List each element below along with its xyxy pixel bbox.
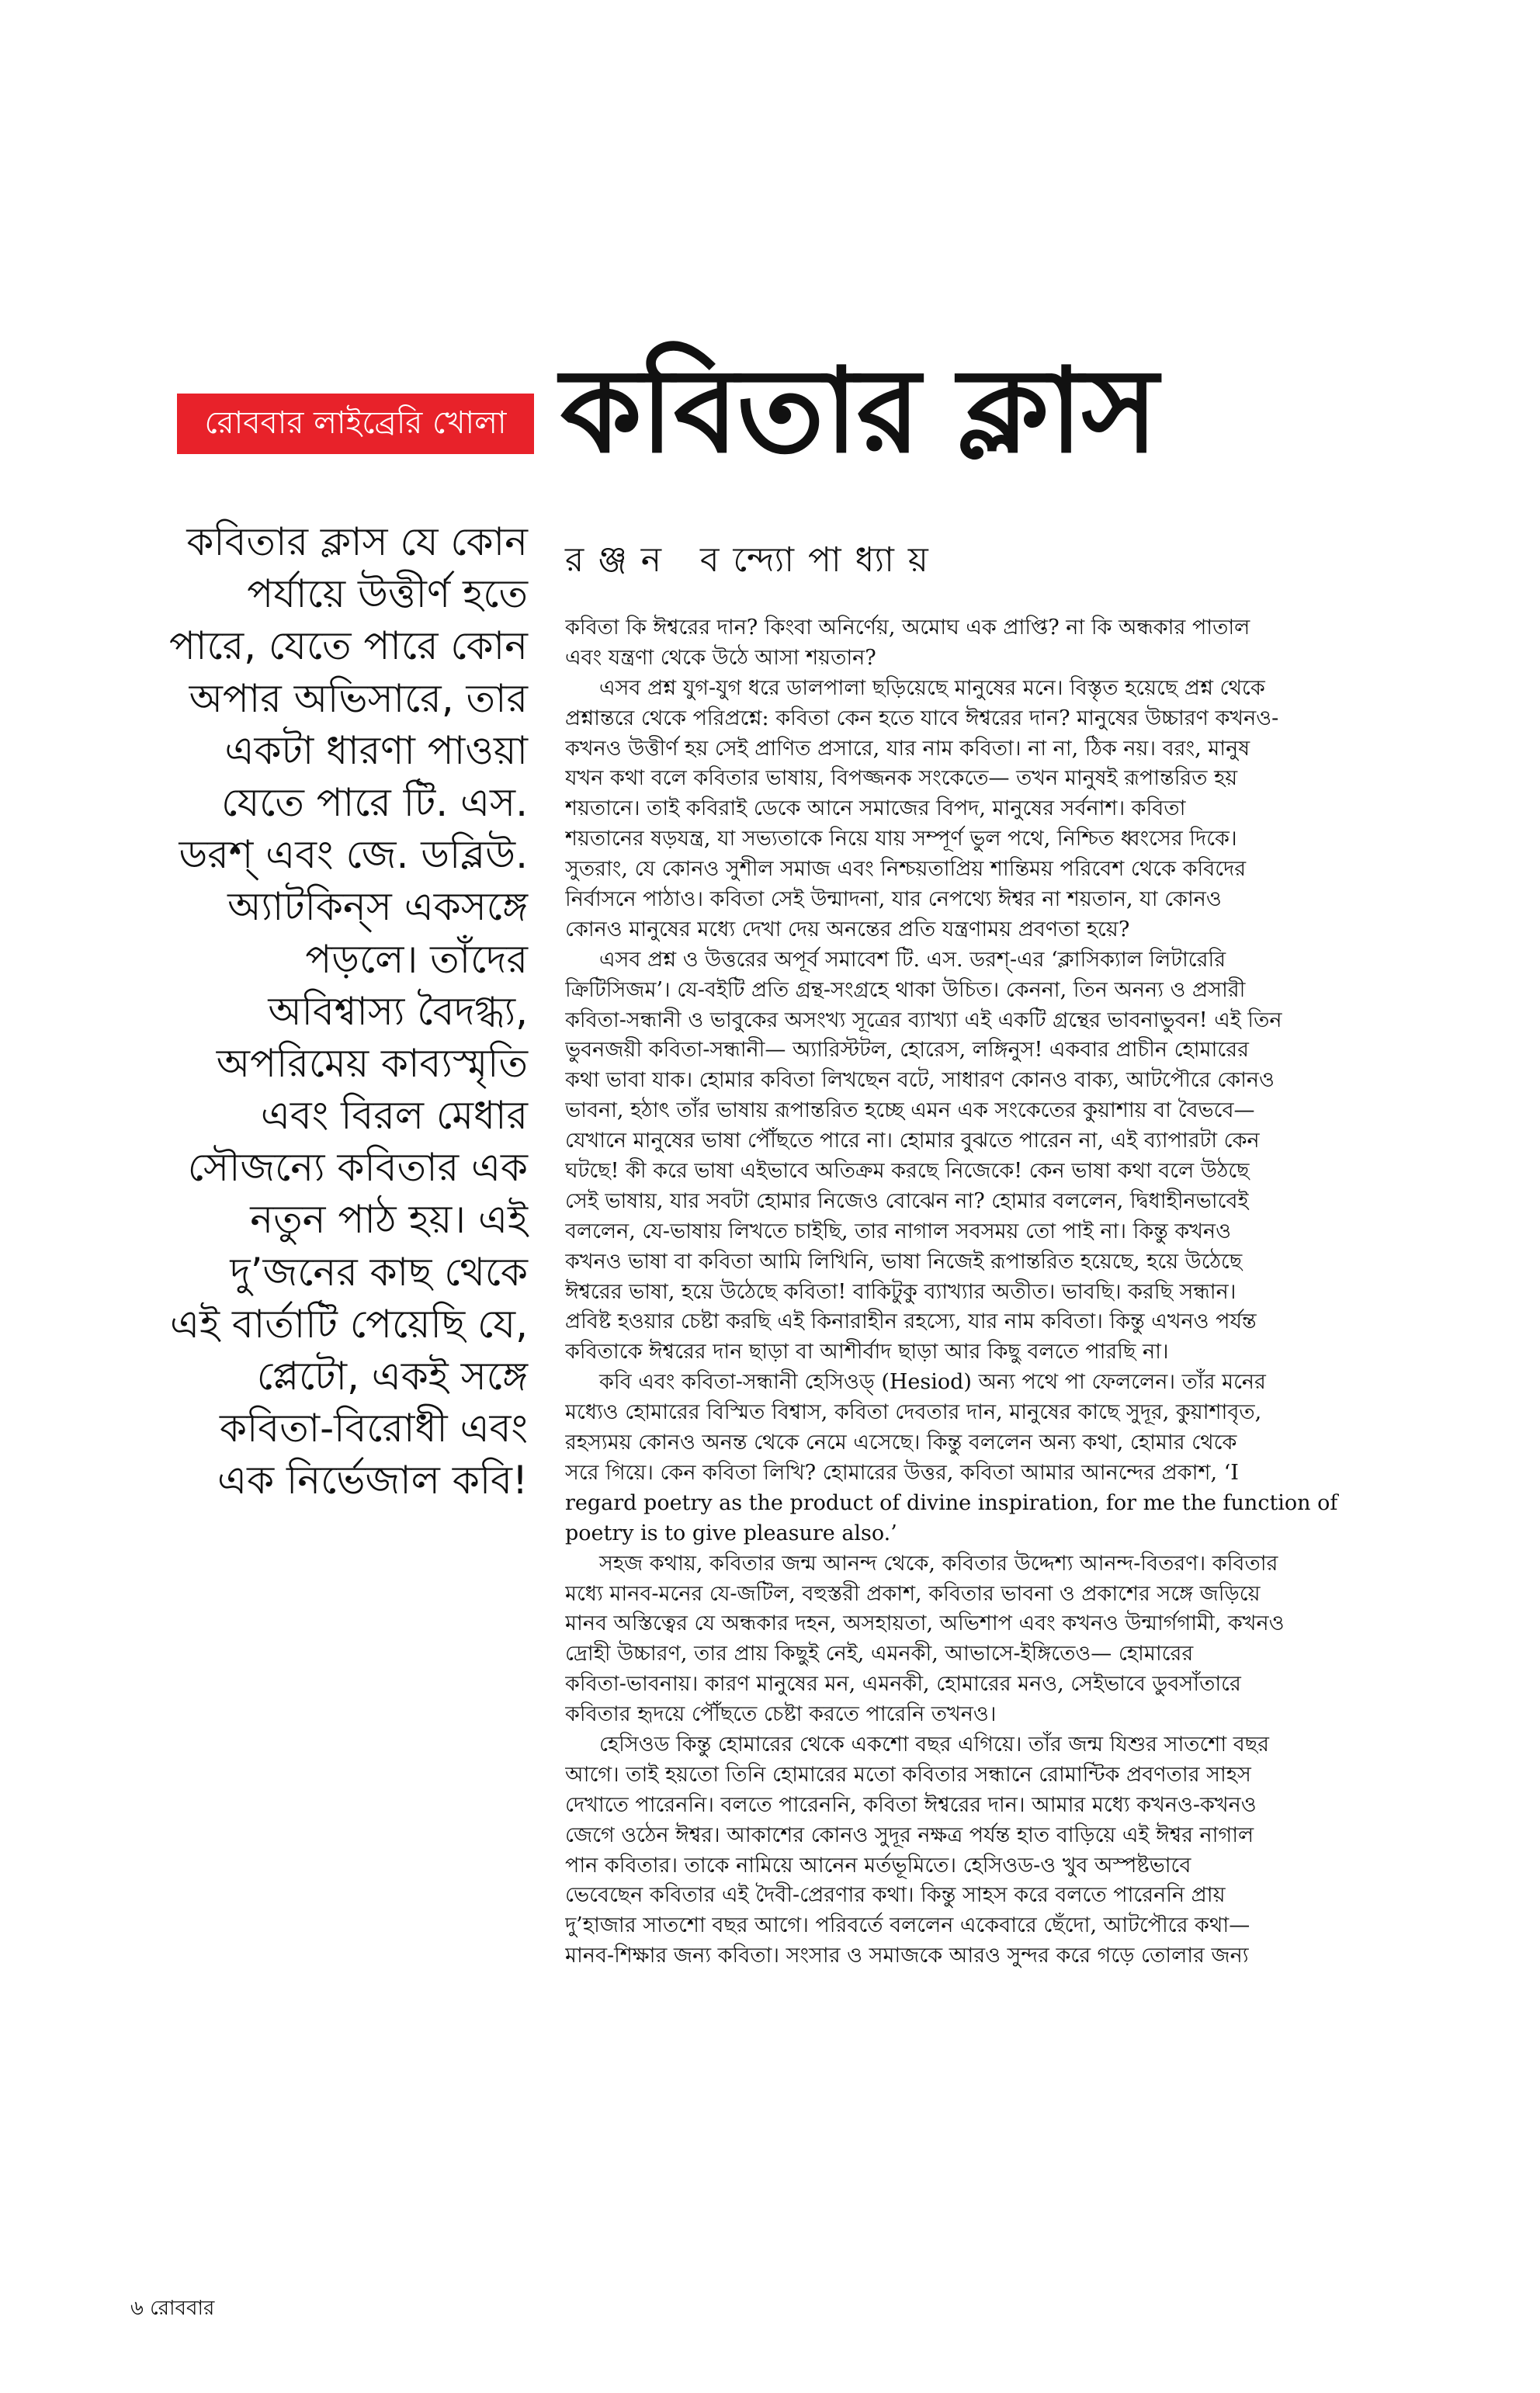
- pull-quote-line: দু’জনের কাছ থেকে: [230, 1249, 528, 1295]
- pull-quote-line: এবং বিরল মেধার: [260, 1093, 528, 1139]
- article-line: মানব-শিক্ষার জন্য কবিতা। সংসার ও সমাজকে আরও সুন্দর করে গড়ে তোলার জন্য: [565, 1944, 1249, 1968]
- pull-quote-line: যেতে পারে টি. এস.: [221, 779, 528, 825]
- article-line: regard poetry as the product of divine inspiration, for me the function of: [565, 1490, 1338, 1515]
- pull-quote-line: ডরশ্‌ এবং জে. ডব্লিউ.: [179, 832, 528, 878]
- article-line: নির্বাসনে পাঠাও। কবিতা সেই উন্মাদনা, যার নেপথ্যে ঈশ্বর না শয়তান, যা কোনও: [565, 887, 1222, 912]
- pull-quote-line: পড়লে। তাঁদের: [305, 936, 528, 982]
- article-body: [565, 613, 1388, 1972]
- article-line: রহস্যময় কোনও অনন্ত থেকে নেমে এসেছে। কিন্তু বললেন অন্য কথা, হোমার থেকে: [565, 1431, 1237, 1455]
- article-line: যখন কথা বলে কবিতার ভাষায়, বিপজ্জনক সংকেতে— তখন মানুষই রূপান্তরিত হয়: [565, 766, 1238, 791]
- article-line: বললেন, যে-ভাষায় লিখতে চাইছি, তার নাগাল সবসময় তো পাই না। কিন্তু কখনও: [565, 1219, 1232, 1243]
- article-line: ভাবনা, হঠাৎ তাঁর ভাষায় রূপান্তরিত হচ্ছে এমন এক সংকেতের কুয়াশায় বা বৈভবে—: [565, 1098, 1255, 1123]
- pull-quote-line: এই বার্তাটি পেয়েছি যে,: [170, 1301, 528, 1347]
- pull-quote-line: প্লেটো, একই সঙ্গে: [256, 1354, 528, 1399]
- section-tag: রোববার লাইব্রেরি খোলা: [177, 394, 534, 454]
- article-line: এসব প্রশ্ন ও উত্তরের অপূর্ব সমাবেশ টি. এস. ডরশ্‌-এর ‘ক্লাসিক্যাল লিটারেরি: [599, 947, 1226, 972]
- article-line: কখনও উত্তীর্ণ হয় সেই প্রাণিত প্রসারে, যার নাম কবিতা। না না, ঠিক নয়। বরং, মানুষ: [565, 736, 1250, 761]
- article-line: ক্রিটিসিজম’। যে-বইটি প্রতি গ্রন্থ-সংগ্রহে থাকা উচিত। কেননা, তিন অনন্য ও প্রসারী: [565, 977, 1246, 1002]
- article-line: এবং যন্ত্রণা থেকে উঠে আসা শয়তান?: [565, 645, 876, 670]
- article-line: কবিতা-সন্ধানী ও ভাবুকের অসংখ্য সূত্রের ব্যাখ্যা এই একটি গ্রন্থের ভাবনাভুবন! এই তিন: [565, 1007, 1282, 1032]
- headline: কবিতার ক্লাস: [560, 344, 1157, 479]
- article-line: কবিতাকে ঈশ্বরের দান ছাড়া বা আশীর্বাদ ছাড়া আর কিছু বলতে পারছি না।: [565, 1340, 1169, 1365]
- article-line: সেই ভাষায়, যার সবটা হোমার নিজেও বোঝেন না? হোমার বললেন, দ্বিধাহীনভাবেই: [565, 1188, 1249, 1213]
- article-line: দু’হাজার সাতশো বছর আগে। পরিবর্তে বললেন একেবারে ছেঁদো, আটপৌরে কথা—: [565, 1913, 1250, 1938]
- pull-quote: [109, 516, 528, 1507]
- pull-quote-line: অবিশ্বাস্য বৈদগ্ধ্য,: [268, 988, 528, 1034]
- pull-quote-line: অ্যাটকিন্‌স একসঙ্গে: [227, 884, 528, 930]
- article-line: poetry is to give pleasure also.’: [565, 1521, 897, 1545]
- pull-quote-line: অপার অভিসারে, তার: [189, 675, 528, 721]
- pull-quote-line: একটা ধারণা পাওয়া: [224, 727, 528, 773]
- article-line: ভুবনজয়ী কবিতা-সন্ধানী— অ্যারিস্টটল, হোরেস, লঙ্গিনুস! একবার প্রাচীন হোমারের: [565, 1038, 1249, 1063]
- pull-quote-line: কবিতা-বিরোধী এবং: [219, 1406, 528, 1451]
- article-line: দ্রোহী উচ্চারণ, তার প্রায় কিছুই নেই, এমনকী, আভাসে-ইঙ্গিতেও— হোমারের: [565, 1642, 1194, 1666]
- article-line: ঘটছে! কী করে ভাষা এইভাবে অতিক্রম করছে নিজেকে! কেন ভাষা কথা বলে উঠছে: [565, 1159, 1250, 1184]
- article-line: মানব অস্তিত্বের যে অন্ধকার দহন, অসহায়তা, অভিশাপ এবং কখনও উন্মার্গগামী, কখনও: [565, 1611, 1285, 1636]
- article-line: সহজ কথায়, কবিতার জন্ম আনন্দ থেকে, কবিতার উদ্দেশ্য আনন্দ-বিতরণ। কবিতার: [599, 1551, 1278, 1576]
- pull-quote-line: পারে, যেতে পারে কোন: [169, 623, 528, 669]
- article-line: হেসিওড কিন্তু হোমারের থেকে একশো বছর এগিয়ে। তাঁর জন্ম যিশুর সাতশো বছর: [599, 1732, 1270, 1757]
- article-line: কবিতা কি ঈশ্বরের দান? কিংবা অনির্ণেয়, অমোঘ এক প্রাপ্তি? না কি অন্ধকার পাতাল: [565, 616, 1250, 640]
- article-line: কখনও ভাষা বা কবিতা আমি লিখিনি, ভাষা নিজেই রূপান্তরিত হয়েছে, হয়ে উঠেছে: [565, 1249, 1243, 1274]
- article-line: জেগে ওঠেন ঈশ্বর। আকাশের কোনও সুদূর নক্ষত্র পর্যন্ত হাত বাড়িয়ে এই ঈশ্বর নাগাল: [565, 1822, 1254, 1847]
- article-line: ঈশ্বরের ভাষা, হয়ে উঠেছে কবিতা! বাকিটুকু ব্যাখ্যার অতীত। ভাবছি। করছি সন্ধান।: [565, 1279, 1237, 1304]
- article-line: মধ্যেও হোমারের বিস্মিত বিশ্বাস, কবিতা দেবতার দান, মানুষের কাছে সুদূর, কুয়াশাবৃত,: [565, 1400, 1262, 1425]
- article-line: যেখানে মানুষের ভাষা পৌঁছতে পারে না। হোমার বুঝতে পারেন না, এই ব্যাপারটা কেন: [565, 1129, 1260, 1153]
- article-line: আগে। তাই হয়তো তিনি হোমারের মতো কবিতার সন্ধানে রোমান্টিক প্রবণতার সাহস: [565, 1762, 1251, 1787]
- article-line: শয়তানের ষড়যন্ত্র, যা সভ্যতাকে নিয়ে যায় সম্পূর্ণ ভুল পথে, নিশ্চিত ধ্বংসের দিকে।: [565, 827, 1237, 851]
- article-line: কবি এবং কবিতা-সন্ধানী হেসিওড্‌ (Hesiod) অন্য পথে পা ফেললেন। তাঁর মনের: [599, 1370, 1266, 1395]
- page-footer: ৬ রোববার: [130, 2297, 215, 2320]
- author-byline: রঞ্জন বন্দ্যোপাধ্যায়: [565, 540, 942, 580]
- article-line: দেখাতে পারেননি। বলতে পারেননি, কবিতা ঈশ্বরের দান। আমার মধ্যে কখনও-কখনও: [565, 1792, 1257, 1817]
- article-line: সুতরাং, যে কোনও সুশীল সমাজ এবং নিশ্চয়তাপ্রিয় শান্তিময় পরিবেশ থেকে কবিদের: [565, 857, 1247, 882]
- article-line: কথা ভাবা যাক। হোমার কবিতা লিখছেন বটে, সাধারণ কোনও বাক্য, আটপৌরে কোনও: [565, 1068, 1275, 1093]
- article-line: এসব প্রশ্ন যুগ-যুগ ধরে ডালপালা ছড়িয়েছে মানুষের মনে। বিস্তৃত হয়েছে প্রশ্ন থেকে: [599, 675, 1265, 700]
- article-line: শয়তানে। তাই কবিরাই ডেকে আনে সমাজের বিপদ, মানুষের সর্বনাশ। কবিতা: [565, 796, 1186, 821]
- article-line: ভেবেছেন কবিতার এই দৈবী-প্রেরণার কথা। কিন্তু সাহস করে বলতে পারেননি প্রায়: [565, 1883, 1226, 1908]
- article-line: কবিতার হৃদয়ে পৌঁছতে চেষ্টা করতে পারেনি তখনও।: [565, 1702, 997, 1727]
- article-line: সরে গিয়ে। কেন কবিতা লিখি? হোমারের উত্তর, কবিতা আমার আনন্দের প্রকাশ, ‘I: [565, 1460, 1239, 1485]
- article-line: কবিতা-ভাবনায়। কারণ মানুষের মন, এমনকী, হোমারের মনও, সেইভাবে ডুবসাঁতারে: [565, 1672, 1241, 1697]
- pull-quote-line: অপরিমেয় কাব্যস্মৃতি: [216, 1040, 528, 1086]
- article-line: মধ্যে মানব-মনের যে-জটিল, বহুস্তরী প্রকাশ, কবিতার ভাবনা ও প্রকাশের সঙ্গে জড়িয়ে: [565, 1581, 1261, 1606]
- pull-quote-line: কবিতার ক্লাস যে কোন: [186, 519, 528, 564]
- article-line: কোনও মানুষের মধ্যে দেখা দেয় অনন্তের প্রতি যন্ত্রণাময় প্রবণতা হয়ে?: [565, 917, 1130, 942]
- pull-quote-line: এক নির্ভেজাল কবি!: [217, 1458, 528, 1503]
- pull-quote-line: পর্যায়ে উত্তীর্ণ হতে: [247, 571, 528, 617]
- article-line: প্রবিষ্ট হওয়ার চেষ্টা করছি এই কিনারাহীন রহস্যে, যার নাম কবিতা। কিন্তু এখনও পর্যন্ত: [565, 1309, 1257, 1334]
- article-line: পান কবিতার। তাকে নামিয়ে আনেন মর্তভূমিতে। হেসিওড-ও খুব অস্পষ্টভাবে: [565, 1853, 1191, 1878]
- pull-quote-line: নতুন পাঠ হয়। এই: [250, 1197, 528, 1243]
- article-line: প্রশ্নান্তরে থেকে পরিপ্রশ্নে: কবিতা কেন হতে যাবে ঈশ্বরের দান? মানুষের উচ্চারণ কখনও-: [565, 706, 1279, 730]
- pull-quote-line: সৌজন্যে কবিতার এক: [187, 1145, 528, 1191]
